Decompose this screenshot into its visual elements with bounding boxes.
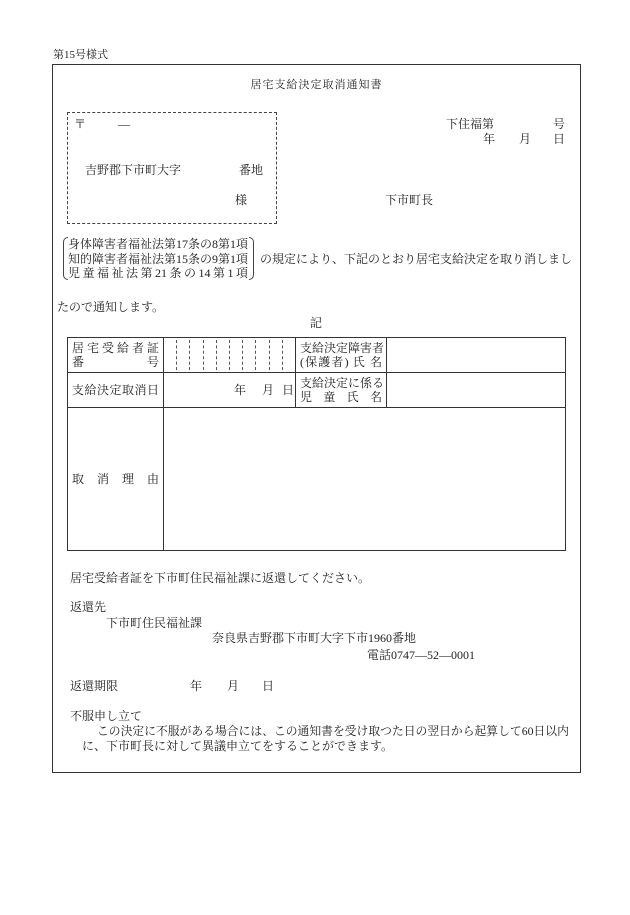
issue-year: 年 xyxy=(483,132,496,146)
legal-basis-item: 身体障害者福祉法第17条の8第1項 xyxy=(68,237,249,251)
body-text-line2: たので通知します。 xyxy=(57,300,165,314)
postal-mark: 〒 xyxy=(74,117,87,131)
return-address: 奈良県吉野郡下市町大字下市1960番地 xyxy=(212,631,417,645)
cancel-year: 年 xyxy=(234,383,247,397)
return-phone: 電話0747―52―0001 xyxy=(367,648,476,662)
return-to-label: 返還先 xyxy=(70,600,107,614)
body-text-line1: の規定により、下記のとおり居宅支給決定を取り消しまし xyxy=(260,252,573,266)
reference-suffix: 号 xyxy=(553,117,566,131)
cert-number-boxes xyxy=(164,338,296,373)
appeal-label: 不服申し立て xyxy=(70,709,143,723)
deadline-month: 月 xyxy=(227,679,240,693)
honorific: 様 xyxy=(235,193,248,207)
return-instruction: 居宅受給者証を下市町住民福祉課に返還してください。 xyxy=(70,571,371,585)
cancel-day: 日 xyxy=(282,383,295,397)
ki-heading: 記 xyxy=(310,316,323,330)
child-name-value xyxy=(387,373,565,408)
document-title: 居宅支給決定取消通知書 xyxy=(250,79,383,91)
cancel-date-label: 支給決定取消日 xyxy=(68,373,164,408)
return-office: 下市町住民福祉課 xyxy=(106,616,203,630)
recipient-name-value xyxy=(387,338,565,373)
address-prefix: 吉野郡下市町大字 xyxy=(85,163,182,177)
legal-basis-item: 児童福祉法第21条の14第1項 xyxy=(68,266,248,280)
address-suffix: 番地 xyxy=(239,163,264,177)
recipient-name-label: 支給決定障害者 (保護者) 氏 名 xyxy=(296,338,387,373)
deadline-label: 返還期限 xyxy=(70,679,119,693)
reason-label: 取 消 理 由 xyxy=(68,408,164,550)
details-table xyxy=(67,337,566,551)
appeal-text-line2: に、下市町長に対して異議申立てをすることができます。 xyxy=(82,739,394,753)
deadline-year: 年 xyxy=(190,679,203,693)
cancel-month: 月 xyxy=(262,383,275,397)
issue-day: 日 xyxy=(553,132,566,146)
issue-month: 月 xyxy=(519,132,532,146)
reference-prefix: 下住福第 xyxy=(446,117,495,131)
postal-dash: ― xyxy=(118,117,130,131)
cancel-date-value xyxy=(164,373,296,408)
bracket-right xyxy=(249,237,254,280)
issuer: 下市町長 xyxy=(385,193,434,207)
form-number: 第15号様式 xyxy=(53,49,108,61)
legal-basis-item: 知的障害者福祉法第15条の9第1項 xyxy=(68,251,249,266)
deadline-day: 日 xyxy=(262,679,275,693)
child-name-label: 支給決定に係る 児 童 氏 名 xyxy=(296,373,387,408)
reason-value xyxy=(164,408,565,550)
legal-basis-list xyxy=(68,237,248,281)
cert-number-label: 居宅受給者証 番 号 xyxy=(68,338,164,373)
appeal-text-line1: この決定に不服がある場合には、この通知書を受け取つた日の翌日から起算して60日以内 xyxy=(97,724,569,738)
